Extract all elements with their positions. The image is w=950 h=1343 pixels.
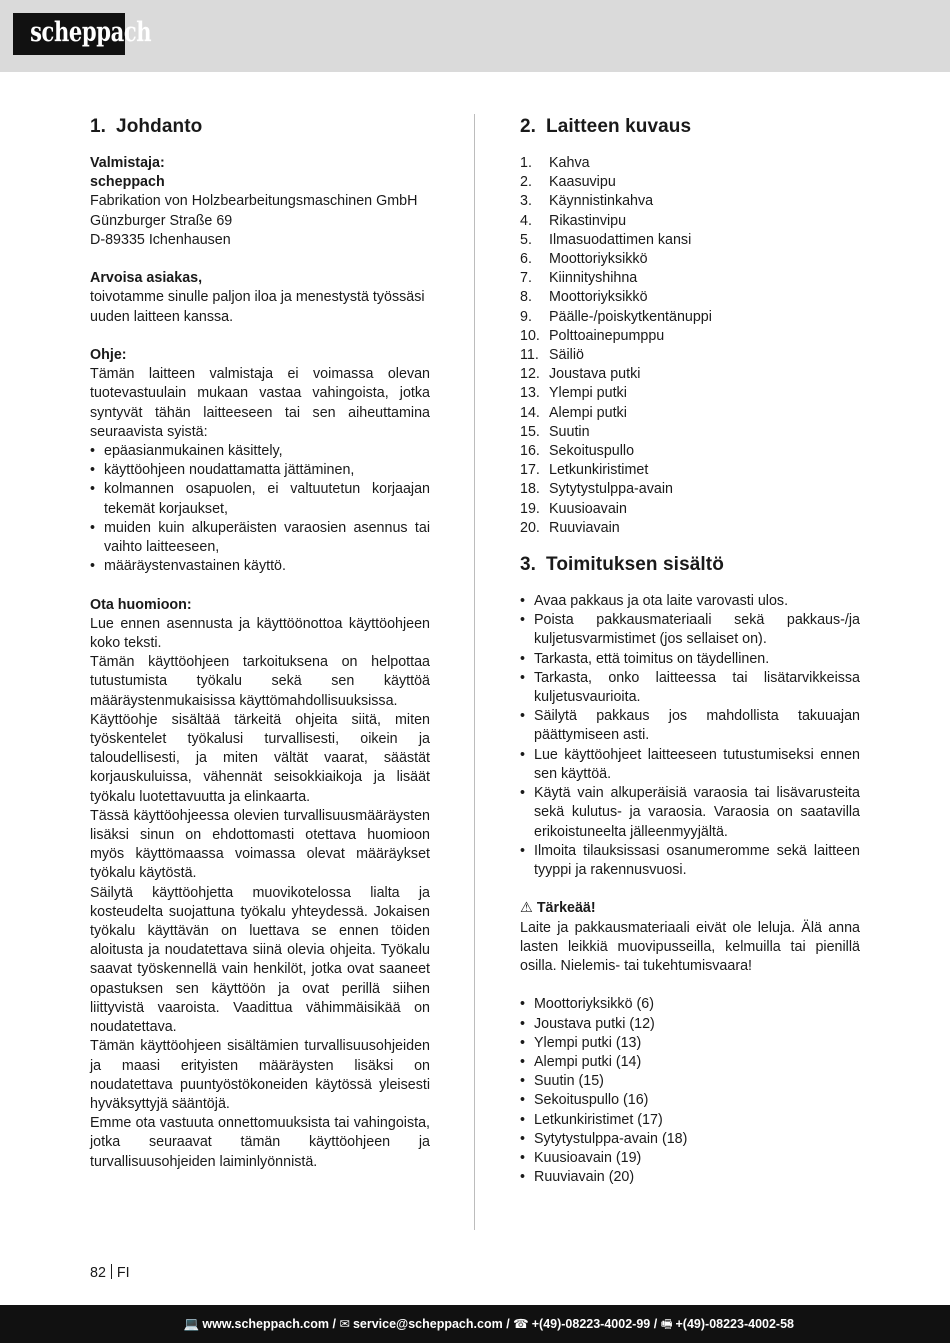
section-1-heading: 1. Johdanto (90, 116, 203, 137)
footer-phone: +(49)-08223-4002-99 (531, 1317, 651, 1331)
computer-icon: 💻 (183, 1317, 200, 1331)
list-item: 7. Kiinnityshihna (520, 270, 638, 287)
delivery-bullet: • Säilytä pakkaus jos mahdollista takuuajan päättymiseen asti. (520, 707, 860, 745)
warning-text: Laite ja pakkausmateriaali eivät ole leluja. Älä anna lasten leikkiä muovipusseilla, kelmuilla tai pienillä osilla. Nielemis- tai tukehtumisvaara! (520, 919, 860, 974)
right-column (520, 114, 860, 1187)
delivery-bullet: • Tarkasta, onko laitteessa tai lisätarvikkeissa kuljetusvaurioita. (520, 669, 860, 707)
list-item: 19. Kuusioavain (520, 500, 627, 517)
page-number-separator (111, 1264, 112, 1279)
list-item: 2. Kaasuvipu (520, 174, 616, 191)
footer-fax: +(49)-08223-4002-58 (675, 1317, 794, 1331)
attention-paragraph: Lue ennen asennusta ja käyttöönottoa käyttöohjeen koko teksti. (90, 615, 430, 652)
list-item: 14. Alempi putki (520, 404, 627, 421)
contents-item: • Moottoriyksikkö (6) (520, 995, 860, 1014)
list-item: 17. Letkunkiristimet (520, 462, 649, 479)
column-divider (474, 114, 475, 1230)
note-bullet: • epäasianmukainen käsittely, (90, 442, 430, 461)
list-item: 3. Käynnistinkahva (520, 193, 654, 210)
contents-item: • Kuusioavain (19) (520, 1149, 860, 1168)
list-item: 4. Rikastinvipu (520, 212, 627, 229)
attention-paragraph: Tämän käyttöohjeen sisältämien turvallisuusohjeiden ja maasi erityisten määräysten lisäksi on noudatettava puuntyöstökoneiden käytössä yleisesti hyväksyttyjä sääntöjä. (90, 1038, 430, 1112)
phone-icon: ☎ (513, 1317, 529, 1331)
manufacturer-name: scheppach (90, 174, 165, 191)
note-bullet: • käyttöohjeen noudattamatta jättäminen, (90, 461, 430, 480)
section-2-heading: 2. Laitteen kuvaus (520, 116, 692, 137)
list-item: 13. Ylempi putki (520, 385, 627, 402)
contents-item: • Ruuviavain (20) (520, 1168, 860, 1187)
dear-customer-label: Arvoisa asiakas, (90, 270, 203, 287)
footer-website[interactable]: www.scheppach.com (202, 1317, 329, 1331)
list-item: 1. Kahva (520, 155, 590, 171)
delivery-bullet: • Käytä vain alkuperäisiä varaosia tai lisävarusteita sekä kulutus- ja varaosia. Varaosia on saatavilla erikoistuneelta jälleenmyyjältä. (520, 784, 860, 842)
contents-item: • Alempi putki (14) (520, 1053, 860, 1072)
list-item: 8. Moottoriyksikkö (520, 289, 648, 306)
attention-paragraph: Säilytä käyttöohjetta muovikotelossa lialta ja kosteudelta suojattuna työkalu yhteydessä. Jokaisen työkalu käyttävän on luettava se ennen töiden aloitusta ja noudatettava siinä olevia ohjeita. Työkalu saavat työskennellä vain henkilöt, jotka ovat saaneet opastuksen sen käyttöön ja ovat perillä siihen liittyvistä vaaroista. Vaadittua vähimmäisikää on noudatettava. (90, 884, 430, 1036)
delivery-bullet: • Lue käyttöohjeet laitteeseen tutustumiseksi ennen sen käyttöä. (520, 746, 860, 784)
attention-paragraph: Emme ota vastuuta onnettomuuksista tai vahingoista, jotka seuraavat tämän käyttöohjeen ja turvallisuusohjeiden laiminlyönnistä. (90, 1115, 430, 1170)
warning-label: ⚠ Tärkeää! (520, 900, 596, 917)
fax-icon: 🖷 (660, 1317, 673, 1331)
scheppach-logo: scheppach (13, 13, 125, 55)
note-bullet: • muiden kuin alkuperäisten varaosien asennus tai vaihto laitteeseen, (90, 519, 430, 557)
attention-paragraph: Tässä käyttöohjeessa olevien turvallisuusmääräysten lisäksi sinun on ehdottomasti otettava huomioon myös käyttömaassa voimassa olevat määräykset työkalu käytöstä. (90, 807, 430, 882)
parts-list (520, 154, 860, 538)
contents-item: • Letkunkiristimet (17) (520, 1111, 860, 1130)
section-3-heading: 3. Toimituksen sisältö (520, 554, 724, 576)
list-item: 16. Sekoituspullo (520, 443, 635, 460)
list-item: 15. Suutin (520, 423, 590, 440)
list-item: 18. Sytytystulppa-avain (520, 481, 673, 498)
footer-email[interactable]: service@scheppach.com (352, 1317, 503, 1331)
attention-paragraph: Käyttöohje sisältää tärkeitä ohjeita siitä, miten työskentelet työkalusi turvallisesti, oikein ja taloudellisesti, ja miten vältät vaarat, säästät korjauskuluissa, vähennät seisokkiaikoja ja lisäät työkalu luotettavuutta ja elinkaarta. (90, 711, 430, 805)
address-line: Günzburger Straße 69 (90, 212, 233, 229)
left-column (90, 114, 430, 1172)
list-item: 11. Säiliö (520, 347, 584, 364)
contents-item: • Sytytystulppa-avain (18) (520, 1130, 860, 1149)
note-label: Ohje: (90, 347, 127, 363)
contents-item: • Ylempi putki (13) (520, 1034, 860, 1053)
list-item: 10. Polttoainepumppu (520, 327, 665, 344)
list-item: 5. Ilmasuodattimen kansi (520, 231, 692, 248)
delivery-bullet: • Tarkasta, että toimitus on täydellinen. (520, 650, 860, 669)
note-text: Tämän laitteen valmistaja ei voimassa olevan tuotevastuulain mukaan vastaa vahingoista, jotka syntyvät tähän laitteeseen tai sen aiheuttamina seuraavista syistä: (90, 366, 430, 440)
attention-label: Ota huomioon: (90, 596, 192, 613)
delivery-bullet: • Poista pakkausmateriaali sekä pakkaus-/ja kuljetusvarmistimet (jos sellaiset on). (520, 611, 860, 649)
address-line: D-89335 Ichenhausen (90, 231, 231, 248)
list-item: 20. Ruuviavain (520, 519, 620, 536)
page-number: 82 FI (90, 1265, 130, 1281)
delivery-bullet: • Avaa pakkaus ja ota laite varovasti ulos. (520, 592, 860, 611)
address-line: Fabrikation von Holzbearbeitungsmaschinen GmbH (90, 193, 418, 210)
contents-item: • Joustava putki (12) (520, 1015, 860, 1034)
delivery-bullet: • Ilmoita tilauksissasi osanumeromme sekä laitteen tyyppi ja rakennusvuosi. (520, 842, 860, 880)
contents-item: • Sekoituspullo (16) (520, 1091, 860, 1110)
note-bullet: • määräystenvastainen käyttö. (90, 557, 430, 576)
note-bullet: • kolmannen osapuolen, ei valtuutetun korjaajan tekemät korjaukset, (90, 480, 430, 518)
manufacturer-label: Valmistaja: (90, 155, 165, 171)
dear-customer-text: toivotamme sinulle paljon iloa ja menestystä työssäsi uuden laitteen kanssa. (90, 289, 425, 325)
list-item: 12. Joustava putki (520, 366, 641, 383)
page-footer: 💻 www.scheppach.com / ✉ service@scheppach.com / ☎ +(49)-08223-4002-99 / 🖷 +(49)-08223-4002-58 (0, 1305, 950, 1343)
contents-item: • Suutin (15) (520, 1072, 860, 1091)
attention-paragraph: Tämän käyttöohjeen tarkoituksena on helpottaa tutustumista työkalu sekä sen käyttöä määräystenmukaisissa käyttömahdollisuuksissa. (90, 654, 430, 709)
list-item: 9. Päälle-/poiskytkentänuppi (520, 308, 712, 325)
list-item: 6. Moottoriyksikkö (520, 251, 648, 268)
mail-icon: ✉ (339, 1317, 350, 1331)
page-header (0, 0, 950, 72)
warning-icon: ⚠ (520, 900, 533, 917)
